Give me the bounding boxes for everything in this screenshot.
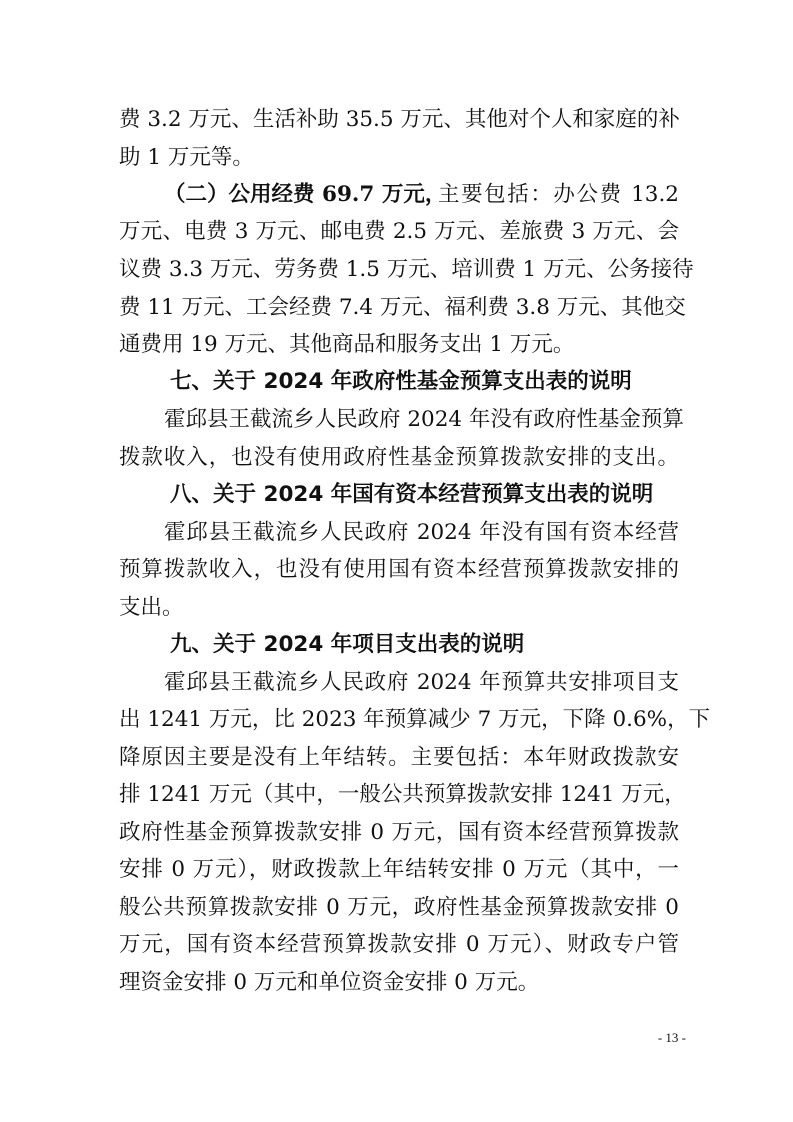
body-text-line: 霍邱县王截流乡人民政府 2024 年预算共安排项目支 bbox=[164, 670, 679, 695]
body-text-line: 理资金安排 0 万元和单位资金安排 0 万元。 bbox=[119, 970, 540, 995]
body-text-line: 霍邱县王截流乡人民政府 2024 年没有国有资本经营 bbox=[164, 520, 679, 545]
section-heading: 七、关于 2024 年政府性基金预算支出表的说明 bbox=[170, 369, 632, 394]
body-text-line: 费 3.2 万元、生活补助 35.5 万元、其他对个人和家庭的补 bbox=[119, 107, 680, 132]
page-number: - 13 - bbox=[657, 1030, 686, 1045]
body-text-line: 费 11 万元、工会经费 7.4 万元、福利费 3.8 万元、其他交 bbox=[119, 295, 686, 320]
body-text-line: 万元、电费 3 万元、邮电费 2.5 万元、差旅费 3 万元、会 bbox=[119, 219, 679, 244]
body-text-line: 预算拨款收入，也没有使用国有资本经营预算拨款安排的 bbox=[119, 557, 679, 582]
body-text-line: 出 1241 万元，比 2023 年预算减少 7 万元，下降 0.6%，下 bbox=[119, 707, 711, 732]
body-text-line: 安排 0 万元），财政拨款上年结转安排 0 万元（其中，一 bbox=[119, 857, 679, 882]
section-heading: 九、关于 2024 年项目支出表的说明 bbox=[170, 632, 525, 657]
body-text-line: 排 1241 万元（其中，一般公共预算拨款安排 1241 万元， bbox=[119, 782, 686, 807]
body-text-line: 霍邱县王截流乡人民政府 2024 年没有政府性基金预算 bbox=[164, 407, 684, 432]
body-text-line: 议费 3.3 万元、劳务费 1.5 万元、培训费 1 万元、公务接待 bbox=[119, 257, 694, 282]
body-text-line: 助 1 万元等。 bbox=[119, 145, 254, 170]
body-text-line: 降原因主要是没有上年结转。主要包括：本年财政拨款安 bbox=[119, 745, 679, 770]
body-text-line: 主要包括：办公费 13.2 bbox=[438, 182, 679, 207]
subsection-heading: （二）公用经费 69.7 万元， bbox=[164, 182, 447, 207]
body-text-line: 通费用 19 万元、其他商品和服务支出 1 万元。 bbox=[119, 332, 575, 357]
body-text-line: 拨款收入，也没有使用政府性基金预算拨款安排的支出。 bbox=[119, 445, 679, 470]
body-text-line: 支出。 bbox=[119, 595, 184, 620]
body-text-line: 政府性基金预算拨款安排 0 万元，国有资本经营预算拨款 bbox=[119, 820, 679, 845]
section-heading: 八、关于 2024 年国有资本经营预算支出表的说明 bbox=[170, 482, 654, 507]
body-text-line: 般公共预算拨款安排 0 万元，政府性基金预算拨款安排 0 bbox=[119, 895, 679, 920]
body-text-line: 万元，国有资本经营预算拨款安排 0 万元）、财政专户管 bbox=[119, 932, 679, 957]
